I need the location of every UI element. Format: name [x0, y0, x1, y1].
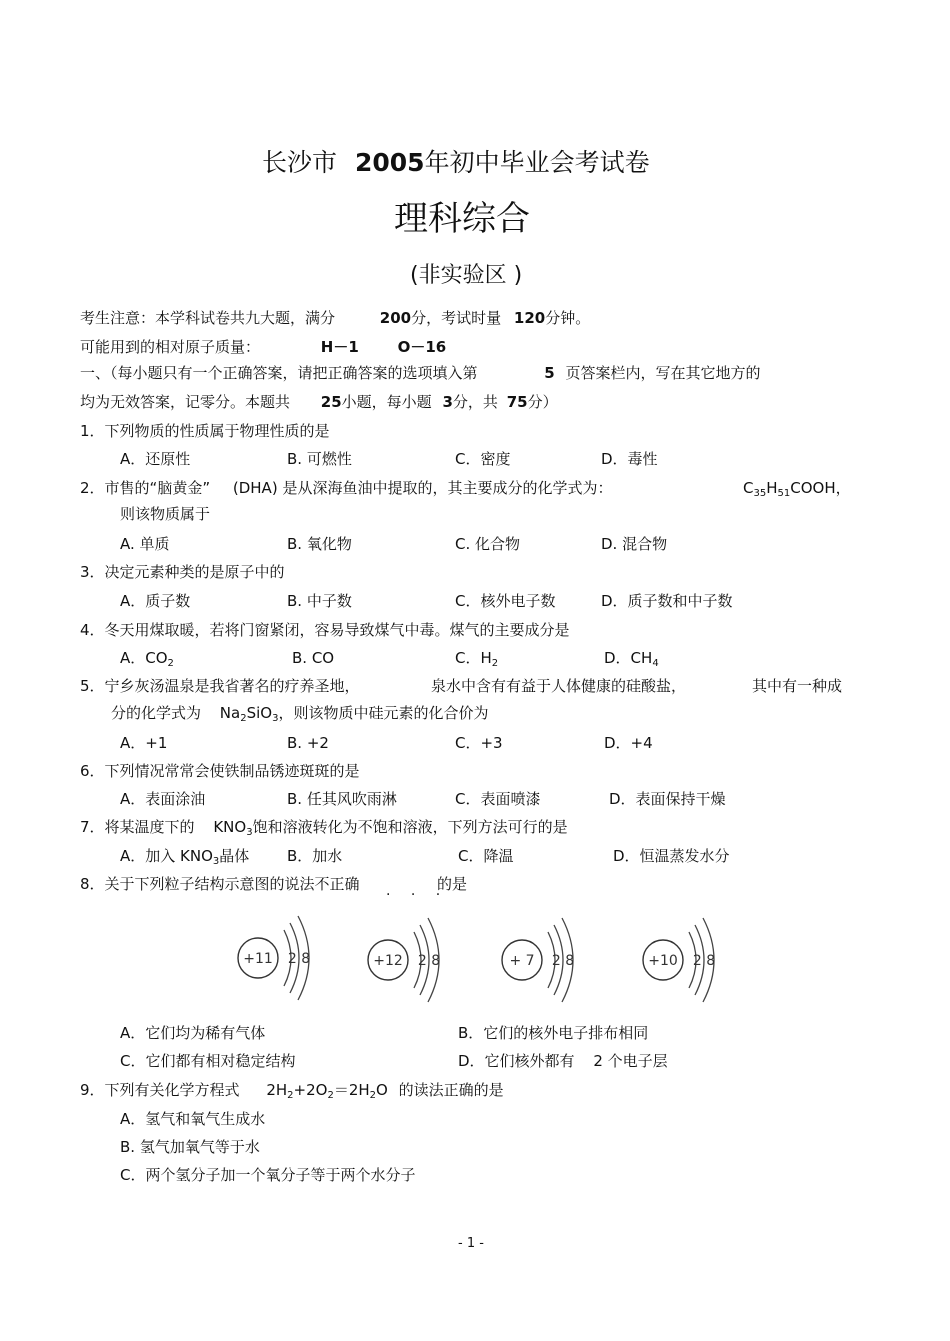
atom-diagram-2: [368, 918, 440, 1002]
q7-option-d: D．恒温蒸发水分: [613, 847, 730, 865]
area-label: (非实验区 ): [410, 263, 523, 288]
section-instruction-1: 一、（每小题只有一个正确答案，请把正确答案的选项填入第 5 页答案栏内，写在其它地方的: [80, 364, 761, 382]
q7-option-a: A．加入 $KNO_3$晶体: [120, 847, 250, 867]
q1-stem: 1．下列物质的性质属于物理性质的是: [80, 422, 330, 440]
q9-stem: 9．下列有关化学方程式 $2H_2+2O_2=2H_2O$ 的读法正确的是: [80, 1081, 504, 1101]
svg-text:+ 7: + 7: [509, 953, 535, 969]
atom-diagram-4: [643, 918, 715, 1002]
q5-stem-2: 分的化学式为 $Na_2SiO_3$，则该物质中硅元素的化合价为: [111, 704, 489, 724]
q6-option-c: C．表面喷漆: [455, 790, 541, 808]
q7-option-b: B．加水: [287, 847, 343, 865]
svg-text:2 8: 2 8: [287, 951, 311, 967]
q1-option-b: B. 可燃性: [287, 450, 352, 468]
q8-stem-1: 8．关于下列粒子结构示意图的说法不正确: [80, 875, 360, 893]
atomic-structure-diagrams: [230, 910, 730, 1005]
q4-stem: 4．冬天用煤取暖，若将门窗紧闭，容易导致煤气中毒。煤气的主要成分是: [80, 621, 570, 639]
section-instruction-2: 均为无效答案，记零分。本题共 25小题，每小题 3分，共 75分）: [80, 393, 558, 411]
notice-line-1: 考生注意：本学科试卷共九大题，满分 200分，考试时量 120分钟。: [80, 309, 591, 327]
q1-option-d: D．毒性: [601, 450, 658, 468]
emphasis-dots: · · ·: [386, 887, 449, 903]
q8-option-d: D．它们核外都有 2 个电子层: [458, 1052, 668, 1070]
title-city: 长沙市: [262, 148, 338, 177]
q3-option-a: A．质子数: [120, 592, 191, 610]
q4-option-a: A．$CO_2$: [120, 649, 174, 669]
subject-title: 理科综合: [394, 199, 530, 239]
q8-option-a: A．它们均为稀有气体: [120, 1024, 266, 1042]
q4-option-b: B. CO: [292, 649, 335, 667]
q2-stem-2: 则该物质属于: [120, 505, 211, 523]
svg-text:+10: +10: [648, 953, 678, 969]
q3-option-c: C．核外电子数: [455, 592, 556, 610]
q9-option-c: C．两个氢分子加一个氧分子等于两个水分子: [120, 1166, 416, 1184]
atom-diagram-1: [238, 916, 310, 1000]
q7-stem: 7．将某温度下的 $KNO_3$饱和溶液转化为不饱和溶液，下列方法可行的是: [80, 818, 568, 838]
q9-option-a: A．氢气和氧气生成水: [120, 1110, 266, 1128]
q8-option-b: B．它们的核外电子排布相同: [458, 1024, 649, 1042]
title-suffix: 年初中毕业会考试卷: [424, 148, 650, 177]
q2-option-d: D. 混合物: [601, 535, 668, 553]
q1-option-c: C．密度: [455, 450, 511, 468]
q9-equation: $2H_2+2O_2=2H_2O$: [266, 1081, 388, 1101]
page-number: - 1 -: [458, 1236, 484, 1251]
q2-option-c: C. 化合物: [455, 535, 521, 553]
q2-option-a: A. 单质: [120, 535, 170, 553]
q6-option-b: B. 任其风吹雨淋: [287, 790, 397, 808]
q5-option-a: A．+1: [120, 734, 168, 752]
exam-title: [262, 150, 650, 175]
q2-option-b: B. 氧化物: [287, 535, 352, 553]
q3-option-d: D．质子数和中子数: [601, 592, 733, 610]
svg-text:+11: +11: [243, 951, 273, 967]
q8-option-c: C．它们都有相对稳定结构: [120, 1052, 296, 1070]
q5-stem-1c: 其中有一种成: [752, 677, 843, 695]
q6-option-a: A．表面涂油: [120, 790, 206, 808]
q2-formula: $C_{35}H_{51}COOH$，: [743, 479, 851, 499]
q7-option-c: C．降温: [458, 847, 514, 865]
q5-option-d: D．+4: [604, 734, 653, 752]
q5-stem-1a: 5．宁乡灰汤温泉是我省著名的疗养圣地，: [80, 677, 360, 695]
q6-option-d: D．表面保持干燥: [609, 790, 726, 808]
q9-option-b: B. 氢气加氧气等于水: [120, 1138, 260, 1156]
q4-option-d: D．$CH_4$: [604, 649, 659, 669]
title-year: 2005: [354, 148, 425, 177]
q1-option-a: A．还原性: [120, 450, 191, 468]
q6-stem: 6．下列情况常常会使铁制品锈迹斑斑的是: [80, 762, 360, 780]
q5-option-c: C．+3: [455, 734, 503, 752]
svg-text:2 8: 2 8: [551, 953, 575, 969]
atom-diagram-3: [502, 918, 574, 1002]
q3-option-b: B. 中子数: [287, 592, 352, 610]
svg-text:+12: +12: [373, 953, 403, 969]
q5-option-b: B. +2: [287, 734, 329, 752]
q2-stem-1: 2．市售的“脑黄金” (DHA) 是从深海鱼油中提取的，其主要成分的化学式为：: [80, 479, 613, 497]
q3-stem: 3．决定元素种类的是原子中的: [80, 563, 285, 581]
svg-text:2 8: 2 8: [692, 953, 716, 969]
svg-text:2 8: 2 8: [417, 953, 441, 969]
notice-line-2: 可能用到的相对原子质量： H－1 O－16: [80, 338, 447, 356]
q8-stem-2: 的是: [437, 875, 468, 893]
q4-option-c: C．$H_2$: [455, 649, 499, 669]
q5-stem-1b: 泉水中含有有益于人体健康的硅酸盐，: [431, 677, 687, 695]
